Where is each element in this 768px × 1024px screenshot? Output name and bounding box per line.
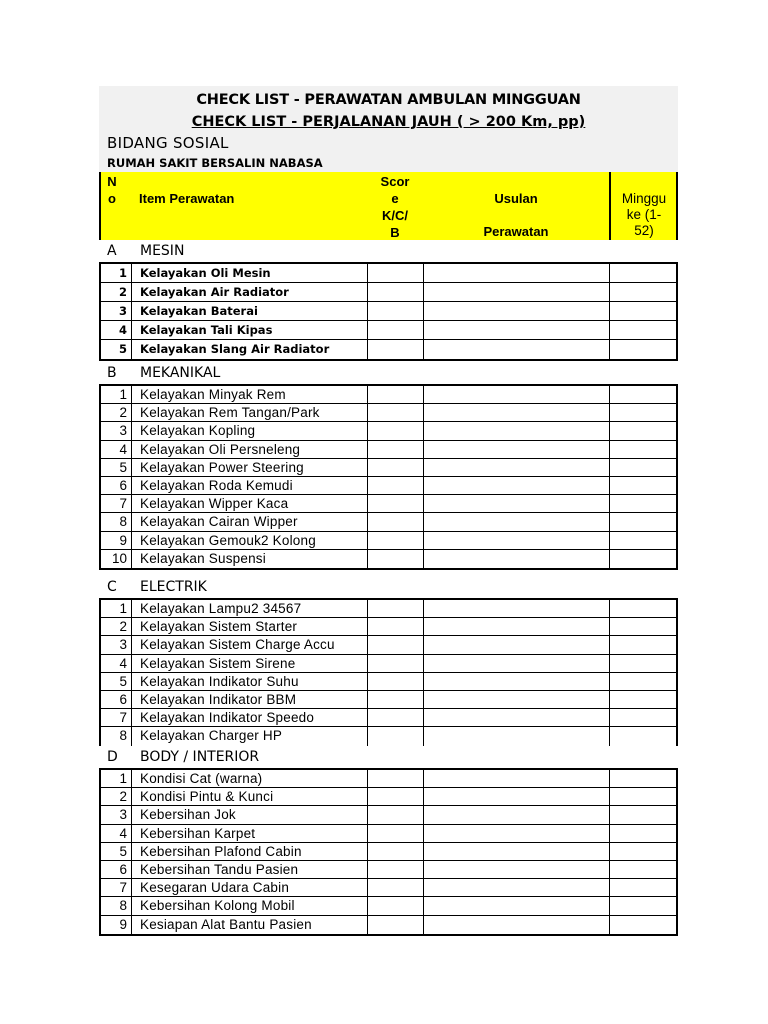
title-weekly: CHECK LIST - PERAWATAN AMBULAN MINGGUAN [196,92,581,108]
week-cell[interactable] [609,600,678,617]
col-usulan-header: Usulan Perawatan [483,191,549,239]
table-row [99,636,678,654]
usulan-cell[interactable] [423,283,609,301]
score-cell[interactable] [367,513,423,530]
row-number: 9 [99,916,131,934]
row-number: 7 [99,495,131,512]
week-cell[interactable] [609,636,678,653]
score-cell[interactable] [367,861,423,878]
table-row [99,495,678,513]
score-cell[interactable] [367,600,423,617]
week-cell[interactable] [609,513,678,530]
row-item: Kelayakan Air Radiator [131,283,367,301]
row-number: 8 [99,727,131,745]
row-item: Kelayakan Roda Kemudi [131,477,367,494]
row-number: 5 [99,340,131,359]
usulan-cell[interactable] [423,770,609,787]
row-number: 8 [99,513,131,530]
week-cell[interactable] [609,709,678,726]
section-table [99,768,678,936]
section-name: MEKANIKAL [140,365,221,381]
row-number: 2 [99,404,131,421]
week-cell[interactable] [609,861,678,878]
score-cell[interactable] [367,386,423,403]
section-header [99,746,678,768]
week-cell[interactable] [609,495,678,512]
row-number: 7 [99,709,131,726]
header-divider [609,172,611,240]
table-row [99,422,678,440]
score-cell[interactable] [367,422,423,439]
row-item: Kebersihan Karpet [131,825,367,842]
row-number: 7 [99,879,131,896]
week-cell[interactable] [609,459,678,476]
checklist-sheet [99,86,678,932]
week-cell[interactable] [609,879,678,896]
score-cell[interactable] [367,302,423,320]
usulan-cell[interactable] [423,422,609,439]
table-row [99,691,678,709]
row-number: 5 [99,673,131,690]
header-divider [99,172,101,240]
table-row [99,727,678,745]
usulan-cell[interactable] [423,843,609,860]
week-cell[interactable] [609,422,678,439]
column-header-row [99,172,678,240]
row-number: 9 [99,532,131,549]
table-row [99,673,678,691]
score-cell[interactable] [367,709,423,726]
usulan-cell[interactable] [423,532,609,549]
table-row [99,386,678,404]
table-row [99,302,678,321]
usulan-cell[interactable] [423,709,609,726]
week-cell[interactable] [609,655,678,672]
row-number: 1 [99,264,131,282]
week-cell[interactable] [609,532,678,549]
week-cell[interactable] [609,825,678,842]
table-row [99,897,678,915]
table-row [99,788,678,806]
table-row [99,655,678,673]
week-cell[interactable] [609,477,678,494]
usulan-cell[interactable] [423,916,609,934]
row-number: 5 [99,843,131,860]
score-cell[interactable] [367,459,423,476]
score-cell[interactable] [367,321,423,339]
row-number: 3 [99,806,131,823]
row-item: Kelayakan Indikator Speedo [131,709,367,726]
col-score-header: Scor e K/C/ B [380,174,410,240]
usulan-cell[interactable] [423,600,609,617]
section-letter: D [107,749,118,765]
row-number: 2 [99,618,131,635]
table-row [99,806,678,824]
row-item: Kelayakan Sistem Charge Accu [131,636,367,653]
row-number: 6 [99,477,131,494]
row-item: Kelayakan Kopling [131,422,367,439]
score-cell[interactable] [367,532,423,549]
col-item-header: Item Perawatan [139,191,235,206]
table-row [99,843,678,861]
section-name: MESIN [140,243,185,259]
row-item: Kelayakan Rem Tangan/Park [131,404,367,421]
usulan-cell[interactable] [423,691,609,708]
section-letter: B [107,365,117,381]
usulan-cell[interactable] [423,404,609,421]
usulan-cell[interactable] [423,321,609,339]
usulan-cell[interactable] [423,879,609,896]
row-number: 4 [99,825,131,842]
table-row [99,264,678,283]
table-row [99,283,678,302]
week-cell[interactable] [609,550,678,568]
department-label: BIDANG SOSIAL [107,134,229,152]
col-week-header: Minggu ke (1- 52) [621,191,667,238]
score-cell[interactable] [367,727,423,745]
table-row [99,600,678,618]
section-header [99,362,678,384]
week-cell[interactable] [609,441,678,458]
week-cell[interactable] [609,770,678,787]
week-cell[interactable] [609,302,678,320]
row-item: Kelayakan Oli Persneleng [131,441,367,458]
table-row [99,321,678,340]
row-number: 2 [99,283,131,301]
row-item: Kelayakan Power Steering [131,459,367,476]
row-item: Kelayakan Slang Air Radiator [131,340,367,359]
row-number: 1 [99,600,131,617]
usulan-cell[interactable] [423,495,609,512]
usulan-cell[interactable] [423,655,609,672]
row-item: Kelayakan Minyak Rem [131,386,367,403]
title-long-trip: CHECK LIST - PERJALANAN JAUH ( > 200 Km, pp) [191,114,586,130]
week-cell[interactable] [609,916,678,934]
week-cell[interactable] [609,788,678,805]
week-cell[interactable] [609,806,678,823]
row-item: Kelayakan Lampu2 34567 [131,600,367,617]
section-name: BODY / INTERIOR [140,749,260,765]
usulan-cell[interactable] [423,477,609,494]
usulan-cell[interactable] [423,806,609,823]
document-header [99,86,678,172]
section-table [99,262,678,361]
score-cell[interactable] [367,691,423,708]
usulan-cell[interactable] [423,386,609,403]
row-item: Kebersihan Plafond Cabin [131,843,367,860]
section-table [99,598,678,748]
score-cell[interactable] [367,283,423,301]
table-row [99,861,678,879]
week-cell[interactable] [609,691,678,708]
score-cell[interactable] [367,673,423,690]
row-item: Kesegaran Udara Cabin [131,879,367,896]
row-item: Kebersihan Kolong Mobil [131,897,367,914]
row-item: Kondisi Cat (warna) [131,770,367,787]
row-item: Kebersihan Jok [131,806,367,823]
usulan-cell[interactable] [423,264,609,282]
usulan-cell[interactable] [423,897,609,914]
table-row [99,550,678,568]
section-header [99,240,678,262]
usulan-cell[interactable] [423,861,609,878]
score-cell[interactable] [367,495,423,512]
table-row [99,709,678,727]
row-number: 4 [99,655,131,672]
row-item: Kelayakan Sistem Starter [131,618,367,635]
usulan-cell[interactable] [423,673,609,690]
row-item: Kelayakan Oli Mesin [131,264,367,282]
table-row [99,404,678,422]
header-divider [676,172,678,240]
row-number: 8 [99,897,131,914]
row-number: 3 [99,422,131,439]
row-number: 3 [99,302,131,320]
week-cell[interactable] [609,727,678,745]
score-cell[interactable] [367,788,423,805]
table-row [99,532,678,550]
usulan-cell[interactable] [423,618,609,635]
row-item: Kelayakan Sistem Sirene [131,655,367,672]
hospital-name: RUMAH SAKIT BERSALIN NABASA [107,156,323,170]
row-item: Kelayakan Gemouk2 Kolong [131,532,367,549]
score-cell[interactable] [367,897,423,914]
row-number: 2 [99,788,131,805]
week-cell[interactable] [609,386,678,403]
row-number: 6 [99,691,131,708]
score-cell[interactable] [367,825,423,842]
table-row [99,441,678,459]
table-row [99,340,678,359]
usulan-cell[interactable] [423,636,609,653]
row-item: Kondisi Pintu & Kunci [131,788,367,805]
row-item: Kebersihan Tandu Pasien [131,861,367,878]
table-row [99,770,678,788]
section-header [99,576,678,598]
score-cell[interactable] [367,770,423,787]
row-item: Kelayakan Tali Kipas [131,321,367,339]
row-item: Kelayakan Cairan Wipper [131,513,367,530]
week-cell[interactable] [609,404,678,421]
table-row [99,916,678,934]
score-cell[interactable] [367,879,423,896]
row-number: 10 [99,550,131,568]
usulan-cell[interactable] [423,441,609,458]
usulan-cell[interactable] [423,825,609,842]
row-number: 3 [99,636,131,653]
row-number: 6 [99,861,131,878]
table-row [99,618,678,636]
table-row [99,825,678,843]
score-cell[interactable] [367,843,423,860]
table-row [99,477,678,495]
row-number: 4 [99,441,131,458]
week-cell[interactable] [609,321,678,339]
row-item: Kelayakan Indikator Suhu [131,673,367,690]
section-letter: A [107,243,117,259]
usulan-cell[interactable] [423,727,609,745]
usulan-cell[interactable] [423,550,609,568]
usulan-cell[interactable] [423,513,609,530]
week-cell[interactable] [609,673,678,690]
week-cell[interactable] [609,897,678,914]
score-cell[interactable] [367,655,423,672]
score-cell[interactable] [367,916,423,934]
row-item: Kelayakan Indikator BBM [131,691,367,708]
usulan-cell[interactable] [423,340,609,359]
week-cell[interactable] [609,340,678,359]
section-table [99,384,678,570]
col-no-header: N o [107,174,117,206]
row-number: 4 [99,321,131,339]
score-cell[interactable] [367,477,423,494]
score-cell[interactable] [367,441,423,458]
week-cell[interactable] [609,843,678,860]
usulan-cell[interactable] [423,459,609,476]
score-cell[interactable] [367,264,423,282]
row-item: Kelayakan Charger HP [131,727,367,745]
row-item: Kesiapan Alat Bantu Pasien [131,916,367,934]
section-name: ELECTRIK [140,579,207,595]
score-cell[interactable] [367,806,423,823]
score-cell[interactable] [367,618,423,635]
score-cell[interactable] [367,404,423,421]
score-cell[interactable] [367,340,423,359]
table-row [99,513,678,531]
row-item: Kelayakan Wipper Kaca [131,495,367,512]
section-letter: C [107,579,117,595]
row-number: 5 [99,459,131,476]
usulan-cell[interactable] [423,788,609,805]
row-item: Kelayakan Suspensi [131,550,367,568]
week-cell[interactable] [609,283,678,301]
table-row [99,879,678,897]
score-cell[interactable] [367,636,423,653]
row-number: 1 [99,386,131,403]
usulan-cell[interactable] [423,302,609,320]
table-row [99,459,678,477]
score-cell[interactable] [367,550,423,568]
row-number: 1 [99,770,131,787]
week-cell[interactable] [609,618,678,635]
week-cell[interactable] [609,264,678,282]
row-item: Kelayakan Baterai [131,302,367,320]
